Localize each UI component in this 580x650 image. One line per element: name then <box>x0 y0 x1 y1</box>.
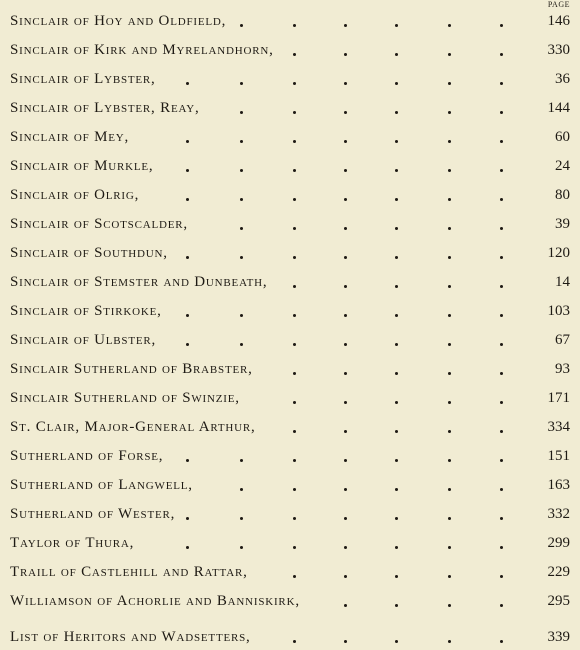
dot-leader <box>10 24 570 28</box>
leader-dot <box>500 604 503 607</box>
toc-entry <box>10 385 570 411</box>
leader-dot <box>448 459 451 462</box>
toc-entry <box>10 588 570 614</box>
leader-dot <box>293 430 296 433</box>
dot-leader <box>10 53 570 57</box>
leader-dot <box>344 517 347 520</box>
page-number: 24 <box>555 158 570 174</box>
entry-title: Sinclair of Stirkoke, <box>10 303 162 319</box>
entry-title: Sutherland of Forse, <box>10 448 164 464</box>
leader-dot <box>395 546 398 549</box>
leader-dot <box>344 140 347 143</box>
leader-dot <box>500 82 503 85</box>
leader-dot <box>395 575 398 578</box>
leader-dot <box>240 227 243 230</box>
leader-dot <box>344 546 347 549</box>
leader-dot <box>448 169 451 172</box>
toc-entry <box>10 624 570 650</box>
leader-dot <box>293 169 296 172</box>
leader-dot <box>240 314 243 317</box>
page-number: 39 <box>555 216 570 232</box>
leader-dot <box>448 198 451 201</box>
leader-dot <box>448 430 451 433</box>
page-number: 60 <box>555 129 570 145</box>
page-number: 14 <box>555 274 570 290</box>
leader-dot <box>344 575 347 578</box>
leader-dot <box>448 111 451 114</box>
leader-dot <box>500 256 503 259</box>
leader-dot <box>448 24 451 27</box>
leader-dot <box>395 517 398 520</box>
leader-dot <box>186 140 189 143</box>
leader-dot <box>240 343 243 346</box>
entry-title: Sinclair of Murkle, <box>10 158 154 174</box>
dot-leader <box>10 575 570 579</box>
toc-entry <box>10 472 570 498</box>
leader-dot <box>395 343 398 346</box>
leader-dot <box>395 285 398 288</box>
leader-dot <box>448 546 451 549</box>
leader-dot <box>344 488 347 491</box>
leader-dot <box>500 459 503 462</box>
entry-title: Sinclair of Kirk and Myrelandhorn, <box>10 42 274 58</box>
leader-dot <box>448 517 451 520</box>
page-number: 339 <box>547 629 570 645</box>
leader-dot <box>344 314 347 317</box>
leader-dot <box>240 517 243 520</box>
leader-dot <box>186 314 189 317</box>
entry-title: Sinclair Sutherland of Swinzie, <box>10 390 240 406</box>
leader-dot <box>186 256 189 259</box>
page-number: 332 <box>547 506 570 522</box>
leader-dot <box>293 82 296 85</box>
leader-dot <box>186 198 189 201</box>
toc-entry <box>10 8 570 34</box>
entry-title: Sinclair of Southdun, <box>10 245 168 261</box>
leader-dot <box>448 488 451 491</box>
dot-leader <box>10 343 570 347</box>
leader-dot <box>395 24 398 27</box>
page-number: 93 <box>555 361 570 377</box>
leader-dot <box>240 140 243 143</box>
toc-entry <box>10 414 570 440</box>
leader-dot <box>500 227 503 230</box>
leader-dot <box>344 24 347 27</box>
page-number: 171 <box>547 390 570 406</box>
leader-dot <box>448 82 451 85</box>
leader-dot <box>448 604 451 607</box>
entry-title: Sutherland of Langwell, <box>10 477 193 493</box>
entry-title: St. Clair, Major-General Arthur, <box>10 419 256 435</box>
dot-leader <box>10 198 570 202</box>
entry-title: Sinclair of Lybster, <box>10 71 156 87</box>
entry-title: Sinclair of Hoy and Oldfield, <box>10 13 227 29</box>
dot-leader <box>10 169 570 173</box>
leader-dot <box>448 401 451 404</box>
leader-dot <box>344 401 347 404</box>
leader-dot <box>395 111 398 114</box>
leader-dot <box>500 24 503 27</box>
entry-title: Sinclair of Scotscalder, <box>10 216 188 232</box>
page-number: 36 <box>555 71 570 87</box>
leader-dot <box>395 372 398 375</box>
dot-leader <box>10 111 570 115</box>
leader-dot <box>500 575 503 578</box>
leader-dot <box>186 343 189 346</box>
dot-leader <box>10 640 570 644</box>
leader-dot <box>448 227 451 230</box>
leader-dot <box>448 53 451 56</box>
leader-dot <box>395 488 398 491</box>
leader-dot <box>344 459 347 462</box>
toc-entry <box>10 530 570 556</box>
toc-entry <box>10 240 570 266</box>
leader-dot <box>293 140 296 143</box>
toc-entry <box>10 356 570 382</box>
leader-dot <box>395 140 398 143</box>
leader-dot <box>344 169 347 172</box>
leader-dot <box>344 256 347 259</box>
page-column-header: PAGE <box>547 0 570 9</box>
leader-dot <box>293 640 296 643</box>
leader-dot <box>293 343 296 346</box>
leader-dot <box>448 372 451 375</box>
dot-leader <box>10 517 570 521</box>
toc-entry <box>10 124 570 150</box>
leader-dot <box>293 227 296 230</box>
entry-title: Sinclair of Lybster, Reay, <box>10 100 200 116</box>
dot-leader <box>10 604 570 608</box>
page-number: 67 <box>555 332 570 348</box>
page-number: 146 <box>547 13 570 29</box>
page-number: 299 <box>547 535 570 551</box>
leader-dot <box>344 111 347 114</box>
leader-dot <box>500 314 503 317</box>
toc-entry <box>10 559 570 585</box>
leader-dot <box>293 111 296 114</box>
page-number: 80 <box>555 187 570 203</box>
leader-dot <box>500 488 503 491</box>
dot-leader <box>10 546 570 550</box>
page-number: 144 <box>547 100 570 116</box>
leader-dot <box>186 459 189 462</box>
leader-dot <box>395 227 398 230</box>
toc-entry <box>10 66 570 92</box>
entry-title: Taylor of Thura, <box>10 535 135 551</box>
page-number: 229 <box>547 564 570 580</box>
leader-dot <box>293 575 296 578</box>
leader-dot <box>395 604 398 607</box>
leader-dot <box>293 285 296 288</box>
leader-dot <box>293 53 296 56</box>
entry-title: Sinclair of Ulbster, <box>10 332 157 348</box>
leader-dot <box>448 575 451 578</box>
leader-dot <box>293 546 296 549</box>
entry-title: Traill of Castlehill and Rattar, <box>10 564 248 580</box>
leader-dot <box>293 256 296 259</box>
leader-dot <box>240 546 243 549</box>
leader-dot <box>395 459 398 462</box>
leader-dot <box>500 169 503 172</box>
leader-dot <box>240 198 243 201</box>
entry-title: Sutherland of Wester, <box>10 506 176 522</box>
leader-dot <box>186 546 189 549</box>
page-number: 103 <box>547 303 570 319</box>
toc-entry <box>10 269 570 295</box>
leader-dot <box>344 285 347 288</box>
dot-leader <box>10 227 570 231</box>
leader-dot <box>448 343 451 346</box>
toc-entry <box>10 37 570 63</box>
entry-title: Sinclair of Stemster and Dunbeath, <box>10 274 268 290</box>
leader-dot <box>293 314 296 317</box>
leader-dot <box>500 372 503 375</box>
leader-dot <box>344 430 347 433</box>
leader-dot <box>395 401 398 404</box>
leader-dot <box>448 285 451 288</box>
page-number: 163 <box>547 477 570 493</box>
page-number: 334 <box>547 419 570 435</box>
leader-dot <box>293 24 296 27</box>
leader-dot <box>240 169 243 172</box>
leader-dot <box>293 198 296 201</box>
leader-dot <box>448 140 451 143</box>
leader-dot <box>344 198 347 201</box>
leader-dot <box>395 198 398 201</box>
leader-dot <box>395 640 398 643</box>
leader-dot <box>395 314 398 317</box>
leader-dot <box>344 372 347 375</box>
leader-dot <box>344 227 347 230</box>
page-number: 330 <box>547 42 570 58</box>
dot-leader <box>10 256 570 260</box>
leader-dot <box>240 24 243 27</box>
page-number: 151 <box>547 448 570 464</box>
toc-entry <box>10 298 570 324</box>
leader-dot <box>500 401 503 404</box>
dot-leader <box>10 459 570 463</box>
leader-dot <box>186 82 189 85</box>
dot-leader <box>10 82 570 86</box>
toc-entry <box>10 327 570 353</box>
leader-dot <box>344 640 347 643</box>
leader-dot <box>395 169 398 172</box>
leader-dot <box>500 198 503 201</box>
leader-dot <box>344 82 347 85</box>
dot-leader <box>10 401 570 405</box>
toc-entry <box>10 153 570 179</box>
dot-leader <box>10 488 570 492</box>
leader-dot <box>500 140 503 143</box>
leader-dot <box>395 430 398 433</box>
leader-dot <box>293 459 296 462</box>
entry-title: List of Heritors and Wadsetters, <box>10 629 251 645</box>
dot-leader <box>10 430 570 434</box>
leader-dot <box>240 459 243 462</box>
dot-leader <box>10 285 570 289</box>
leader-dot <box>448 640 451 643</box>
page-number: 295 <box>547 593 570 609</box>
toc-entry <box>10 211 570 237</box>
entry-title: Sinclair of Olrig, <box>10 187 140 203</box>
leader-dot <box>240 111 243 114</box>
leader-dot <box>448 256 451 259</box>
leader-dot <box>344 604 347 607</box>
toc-entry <box>10 182 570 208</box>
leader-dot <box>395 82 398 85</box>
leader-dot <box>293 517 296 520</box>
leader-dot <box>500 111 503 114</box>
page-number: 120 <box>547 245 570 261</box>
leader-dot <box>448 314 451 317</box>
leader-dot <box>293 372 296 375</box>
entry-title: Sinclair of Mey, <box>10 129 130 145</box>
leader-dot <box>344 343 347 346</box>
leader-dot <box>293 401 296 404</box>
leader-dot <box>500 285 503 288</box>
dot-leader <box>10 372 570 376</box>
leader-dot <box>500 640 503 643</box>
leader-dot <box>500 546 503 549</box>
leader-dot <box>240 256 243 259</box>
leader-dot <box>500 53 503 56</box>
leader-dot <box>344 53 347 56</box>
dot-leader <box>10 140 570 144</box>
toc-entry <box>10 95 570 121</box>
toc-entry <box>10 501 570 527</box>
leader-dot <box>500 517 503 520</box>
leader-dot <box>186 517 189 520</box>
dot-leader <box>10 314 570 318</box>
leader-dot <box>500 430 503 433</box>
leader-dot <box>186 169 189 172</box>
leader-dot <box>395 53 398 56</box>
leader-dot <box>500 343 503 346</box>
leader-dot <box>240 488 243 491</box>
leader-dot <box>395 256 398 259</box>
entry-title: Sinclair Sutherland of Brabster, <box>10 361 253 377</box>
leader-dot <box>240 82 243 85</box>
entry-title: Williamson of Achorlie and Banniskirk, <box>10 593 300 609</box>
leader-dot <box>293 488 296 491</box>
toc-entry <box>10 443 570 469</box>
